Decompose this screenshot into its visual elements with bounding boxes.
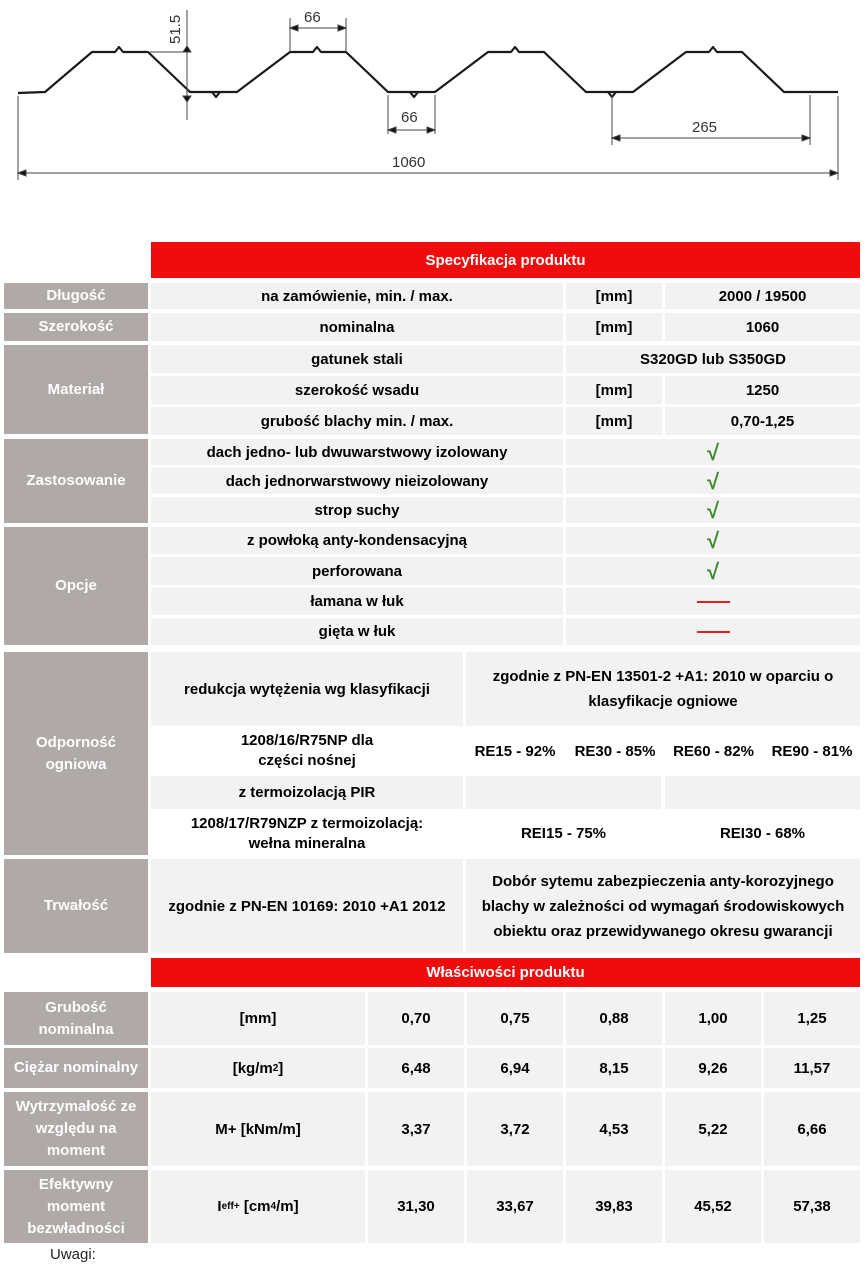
props-header-text: Właściwości produktu xyxy=(426,964,585,981)
prop-val: 57,38 xyxy=(764,1170,860,1243)
dash-icon xyxy=(697,631,730,633)
prop-val: 6,94 xyxy=(467,1048,563,1088)
trwalosc-desc: zgodnie z PN-EN 10169: 2010 +A1 2012 xyxy=(151,859,463,953)
prop-val: 0,70 xyxy=(368,992,464,1045)
dim-total-label: 1060 xyxy=(392,154,426,171)
prop-val: 4,53 xyxy=(566,1092,662,1166)
prop-unit-moment xyxy=(151,1170,365,1243)
zastosowanie-check-2 xyxy=(566,468,860,494)
label-zastosowanie: Zastosowanie xyxy=(4,439,148,523)
label-opcje: Opcje xyxy=(4,527,148,645)
trwalosc-note: Dobór sytemu zabezpieczenia anty-korozyjnego blachy w zależności od wymagań środowiskowych obiektu oraz przewidywanego okresu gwarancji xyxy=(466,859,860,953)
unit-mid: [cm xyxy=(239,1198,271,1215)
prop-val: 3,37 xyxy=(368,1092,464,1166)
prop-label-moment: Efektywny moment bezwładności xyxy=(4,1170,148,1243)
ogniowa-re30: RE30 - 85% xyxy=(566,729,664,773)
material-width-desc: szerokość wsadu xyxy=(151,376,563,404)
ogniowa-reduction-desc: redukcja wytężenia wg klasyfikacji xyxy=(151,652,463,726)
notes-label: Uwagi: xyxy=(50,1246,96,1263)
spec-header xyxy=(151,242,860,278)
material-width-value: 1250 xyxy=(665,376,860,404)
label-dlugosc: Długość xyxy=(4,283,148,309)
opcje-check-2 xyxy=(566,557,860,585)
dim-valley-label: 66 xyxy=(401,109,418,126)
opcje-item-4: gięta w łuk xyxy=(151,618,563,645)
prop-val: 0,75 xyxy=(467,992,563,1045)
unit-end: /m] xyxy=(276,1198,299,1215)
prop-val: 0,88 xyxy=(566,992,662,1045)
check-icon: √ xyxy=(706,558,720,584)
dlugosc-desc: na zamówienie, min. / max. xyxy=(151,283,563,309)
prop-val: 45,52 xyxy=(665,1170,761,1243)
opcje-item-3: łamana w łuk xyxy=(151,588,563,615)
zastosowanie-item-1: dach jedno- lub dwuwarstwowy izolowany xyxy=(151,439,563,465)
dlugosc-unit: [mm] xyxy=(566,283,662,309)
prop-val: 1,00 xyxy=(665,992,761,1045)
unit-text: [kg/m xyxy=(232,1059,273,1077)
ogniowa-rei30: REI30 - 68% xyxy=(665,812,860,855)
unit-end: ] xyxy=(278,1059,284,1077)
check-icon: √ xyxy=(706,439,720,465)
prop-val: 6,48 xyxy=(368,1048,464,1088)
unit-text: I xyxy=(217,1198,222,1215)
prop-val: 39,83 xyxy=(566,1170,662,1243)
prop-label-grubosc: Grubość nominalna xyxy=(4,992,148,1045)
check-icon: √ xyxy=(706,468,720,494)
check-icon: √ xyxy=(706,528,720,553)
prop-unit-grubosc: [mm] xyxy=(151,992,365,1045)
dlugosc-value: 2000 / 19500 xyxy=(665,283,860,309)
ogniowa-re15: RE15 - 92% xyxy=(466,729,564,773)
unit-sup: + xyxy=(233,1201,240,1212)
prop-val: 5,22 xyxy=(665,1092,761,1166)
opcje-item-1: z powłoką anty-kondensacyjną xyxy=(151,527,563,554)
opcje-dash-4 xyxy=(566,618,860,645)
prop-label-wytrzymalosc: Wytrzymałość ze względu na moment xyxy=(4,1092,148,1166)
label-szerokosc: Szerokość xyxy=(4,313,148,341)
opcje-check-1 xyxy=(566,527,860,554)
prop-val: 33,67 xyxy=(467,1170,563,1243)
szerokosc-desc: nominalna xyxy=(151,313,563,341)
ogniowa-r75-desc: 1208/16/R75NP dla części nośnej xyxy=(151,729,463,773)
dim-pitch-label: 265 xyxy=(692,119,718,136)
sheet-profile xyxy=(18,47,838,93)
unit-sup: 2 xyxy=(272,1062,279,1074)
material-steel-value: S320GD lub S350GD xyxy=(566,345,860,373)
unit-sup-2: 4 xyxy=(270,1201,277,1212)
dash-icon xyxy=(697,601,730,603)
ogniowa-pir-desc: z termoizolacją PIR xyxy=(151,776,463,809)
zastosowanie-item-3: strop suchy xyxy=(151,497,563,523)
zastosowanie-check-1 xyxy=(566,439,860,465)
ogniowa-pir-empty-1 xyxy=(466,776,661,809)
szerokosc-value: 1060 xyxy=(665,313,860,341)
label-material: Materiał xyxy=(4,345,148,434)
material-thickness-value: 0,70-1,25 xyxy=(665,407,860,435)
prop-val: 3,72 xyxy=(467,1092,563,1166)
prop-val: 9,26 xyxy=(665,1048,761,1088)
ogniowa-r79-desc: 1208/17/R79NZP z termoizolacją: wełna mineralna xyxy=(151,812,463,855)
opcje-item-2: perforowana xyxy=(151,557,563,585)
prop-unit-ciezar xyxy=(151,1048,365,1088)
prop-val: 6,66 xyxy=(764,1092,860,1166)
spec-header-text: Specyfikacja produktu xyxy=(425,251,586,269)
ogniowa-pir-empty-2 xyxy=(665,776,860,809)
zastosowanie-check-3 xyxy=(566,497,860,523)
check-icon: √ xyxy=(706,497,720,523)
unit-sub: eff xyxy=(221,1201,234,1212)
ogniowa-re60: RE60 - 82% xyxy=(665,729,762,773)
prop-val: 1,25 xyxy=(764,992,860,1045)
label-trwalosc: Trwałość xyxy=(4,859,148,953)
prop-val: 31,30 xyxy=(368,1170,464,1243)
dim-height-label: 51.5 xyxy=(167,14,184,44)
ogniowa-reduction-note: zgodnie z PN-EN 13501-2 +A1: 2010 w oparciu o klasyfikacje ogniowe xyxy=(466,652,860,726)
label-odpornosc-ogniowa: Odporność ogniowa xyxy=(4,652,148,855)
material-thickness-unit: [mm] xyxy=(566,407,662,435)
prop-unit-wytrzymalosc: M+ [kNm/m] xyxy=(151,1092,365,1166)
prop-label-ciezar: Ciężar nominalny xyxy=(4,1048,148,1088)
szerokosc-unit: [mm] xyxy=(566,313,662,341)
ogniowa-rei15: REI15 - 75% xyxy=(466,812,661,855)
profile-drawing xyxy=(0,0,864,235)
material-steel-desc: gatunek stali xyxy=(151,345,563,373)
prop-val: 11,57 xyxy=(764,1048,860,1088)
dim-rib-top-label: 66 xyxy=(304,9,321,26)
props-header xyxy=(151,958,860,987)
material-thickness-desc: grubość blachy min. / max. xyxy=(151,407,563,435)
ogniowa-re90: RE90 - 81% xyxy=(764,729,860,773)
prop-val: 8,15 xyxy=(566,1048,662,1088)
zastosowanie-item-2: dach jednorwarstwowy nieizolowany xyxy=(151,468,563,494)
opcje-dash-3 xyxy=(566,588,860,615)
material-width-unit: [mm] xyxy=(566,376,662,404)
